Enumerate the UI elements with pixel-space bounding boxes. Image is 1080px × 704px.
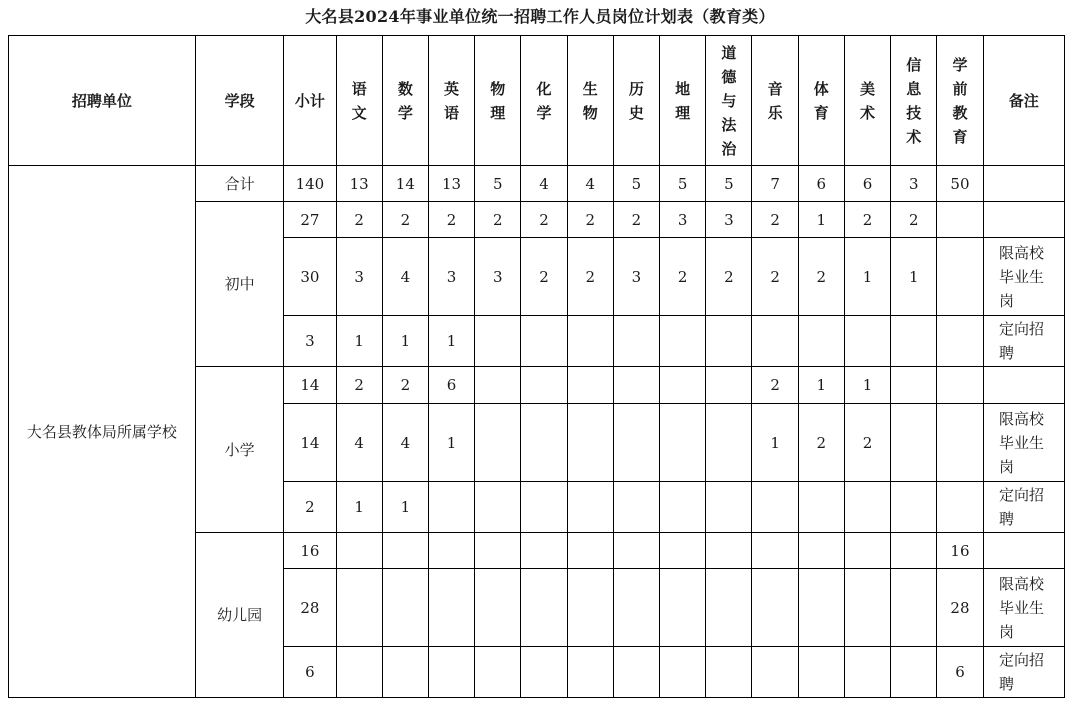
value-cell bbox=[428, 569, 474, 647]
value-cell bbox=[521, 482, 567, 533]
value-cell: 1 bbox=[336, 316, 382, 367]
value-cell: 2 bbox=[660, 238, 706, 316]
value-cell bbox=[567, 367, 613, 404]
value-cell bbox=[428, 533, 474, 569]
header-subject bbox=[844, 36, 890, 166]
value-cell bbox=[382, 647, 428, 698]
remark-cell bbox=[983, 647, 1064, 698]
value-cell: 2 bbox=[336, 367, 382, 404]
value-cell: 1 bbox=[891, 238, 937, 316]
value-cell bbox=[798, 647, 844, 698]
value-cell bbox=[613, 533, 659, 569]
table-row-total bbox=[9, 166, 1065, 202]
header-subject-label: 道德与法治 bbox=[721, 43, 737, 158]
total-value-cell: 5 bbox=[706, 166, 752, 202]
value-cell bbox=[521, 316, 567, 367]
header-subject-label: 生物 bbox=[582, 79, 598, 122]
value-cell bbox=[521, 647, 567, 698]
header-row bbox=[9, 36, 1065, 166]
header-remark: 备注 bbox=[983, 36, 1064, 166]
value-cell bbox=[891, 404, 937, 482]
header-subject-label: 地理 bbox=[675, 79, 691, 122]
header-subject-label: 数学 bbox=[397, 79, 413, 122]
value-cell bbox=[706, 367, 752, 404]
total-value-cell: 7 bbox=[752, 166, 798, 202]
value-cell bbox=[382, 533, 428, 569]
header-subject bbox=[706, 36, 752, 166]
header-subject bbox=[937, 36, 983, 166]
value-cell: 1 bbox=[844, 367, 890, 404]
header-subject bbox=[567, 36, 613, 166]
remark-cell bbox=[983, 367, 1064, 404]
total-value-cell: 5 bbox=[475, 166, 521, 202]
value-cell bbox=[660, 647, 706, 698]
subtotal-cell: 3 bbox=[284, 316, 336, 367]
value-cell bbox=[844, 316, 890, 367]
value-cell bbox=[521, 533, 567, 569]
value-cell bbox=[336, 647, 382, 698]
value-cell bbox=[428, 647, 474, 698]
value-cell bbox=[475, 647, 521, 698]
total-value-cell: 13 bbox=[428, 166, 474, 202]
value-cell: 2 bbox=[844, 404, 890, 482]
remark-text: 限高校毕业生岗 bbox=[999, 409, 1045, 476]
stage-cell: 幼儿园 bbox=[195, 533, 283, 698]
header-subject-label: 美术 bbox=[860, 79, 876, 122]
value-cell bbox=[798, 569, 844, 647]
remark-cell bbox=[983, 482, 1064, 533]
value-cell: 6 bbox=[937, 647, 983, 698]
header-subject-label: 学前教育 bbox=[952, 55, 968, 146]
value-cell bbox=[660, 404, 706, 482]
value-cell: 2 bbox=[336, 202, 382, 238]
header-stage: 学段 bbox=[195, 36, 283, 166]
value-cell: 2 bbox=[475, 202, 521, 238]
remark-text: 限高校毕业生岗 bbox=[999, 243, 1045, 310]
subtotal-cell: 2 bbox=[284, 482, 336, 533]
value-cell bbox=[521, 569, 567, 647]
value-cell: 2 bbox=[613, 202, 659, 238]
page-title: 大名县2024年事业单位统一招聘工作人员岗位计划表（教育类） bbox=[305, 7, 775, 26]
value-cell: 2 bbox=[521, 202, 567, 238]
value-cell bbox=[706, 647, 752, 698]
stage-cell: 小学 bbox=[195, 367, 283, 533]
value-cell bbox=[475, 569, 521, 647]
value-cell bbox=[660, 482, 706, 533]
header-subject bbox=[798, 36, 844, 166]
value-cell: 1 bbox=[382, 482, 428, 533]
value-cell bbox=[706, 569, 752, 647]
header-subject-label: 音乐 bbox=[767, 79, 783, 122]
value-cell bbox=[660, 533, 706, 569]
value-cell bbox=[567, 647, 613, 698]
value-cell bbox=[567, 316, 613, 367]
recruitment-plan-table bbox=[8, 35, 1065, 698]
value-cell bbox=[660, 569, 706, 647]
header-subject bbox=[660, 36, 706, 166]
total-value-cell: 6 bbox=[798, 166, 844, 202]
value-cell bbox=[613, 367, 659, 404]
value-cell bbox=[660, 367, 706, 404]
header-unit: 招聘单位 bbox=[9, 36, 196, 166]
value-cell bbox=[844, 569, 890, 647]
value-cell: 2 bbox=[798, 238, 844, 316]
value-cell bbox=[475, 482, 521, 533]
total-value-cell: 13 bbox=[336, 166, 382, 202]
value-cell: 2 bbox=[567, 238, 613, 316]
total-value-cell: 6 bbox=[844, 166, 890, 202]
value-cell bbox=[613, 316, 659, 367]
value-cell bbox=[844, 647, 890, 698]
table-body bbox=[9, 36, 1065, 698]
subtotal-cell: 30 bbox=[284, 238, 336, 316]
header-subject bbox=[475, 36, 521, 166]
value-cell: 2 bbox=[752, 367, 798, 404]
header-subject-label: 历史 bbox=[628, 79, 644, 122]
value-cell: 6 bbox=[428, 367, 474, 404]
remark-text: 定向招聘 bbox=[999, 320, 1045, 362]
value-cell bbox=[336, 533, 382, 569]
total-subtotal: 140 bbox=[284, 166, 336, 202]
value-cell: 4 bbox=[382, 404, 428, 482]
value-cell: 2 bbox=[798, 404, 844, 482]
value-cell bbox=[752, 569, 798, 647]
header-subject bbox=[428, 36, 474, 166]
value-cell: 1 bbox=[336, 482, 382, 533]
value-cell bbox=[428, 482, 474, 533]
value-cell: 1 bbox=[428, 316, 474, 367]
value-cell: 1 bbox=[798, 202, 844, 238]
value-cell: 4 bbox=[382, 238, 428, 316]
value-cell: 2 bbox=[382, 367, 428, 404]
value-cell: 2 bbox=[706, 238, 752, 316]
subtotal-cell: 28 bbox=[284, 569, 336, 647]
value-cell bbox=[660, 316, 706, 367]
value-cell bbox=[752, 316, 798, 367]
value-cell bbox=[891, 316, 937, 367]
value-cell bbox=[336, 569, 382, 647]
value-cell: 3 bbox=[336, 238, 382, 316]
value-cell bbox=[798, 482, 844, 533]
value-cell bbox=[706, 482, 752, 533]
value-cell bbox=[937, 316, 983, 367]
value-cell: 28 bbox=[937, 569, 983, 647]
header-subject-label: 体育 bbox=[813, 79, 829, 122]
value-cell bbox=[752, 482, 798, 533]
remark-cell bbox=[983, 533, 1064, 569]
remark-text: 限高校毕业生岗 bbox=[999, 574, 1045, 641]
value-cell bbox=[613, 569, 659, 647]
remark-cell bbox=[983, 316, 1064, 367]
value-cell bbox=[937, 367, 983, 404]
value-cell: 3 bbox=[706, 202, 752, 238]
stage-cell: 初中 bbox=[195, 202, 283, 367]
value-cell: 1 bbox=[428, 404, 474, 482]
value-cell bbox=[567, 404, 613, 482]
value-cell bbox=[937, 202, 983, 238]
subtotal-cell: 16 bbox=[284, 533, 336, 569]
value-cell: 2 bbox=[752, 238, 798, 316]
value-cell: 2 bbox=[567, 202, 613, 238]
value-cell: 2 bbox=[752, 202, 798, 238]
total-remark bbox=[983, 166, 1064, 202]
header-subject bbox=[521, 36, 567, 166]
value-cell: 2 bbox=[521, 238, 567, 316]
value-cell: 3 bbox=[613, 238, 659, 316]
value-cell bbox=[613, 404, 659, 482]
value-cell bbox=[891, 533, 937, 569]
total-value-cell: 4 bbox=[521, 166, 567, 202]
total-value-cell: 50 bbox=[937, 166, 983, 202]
total-label: 合计 bbox=[195, 166, 283, 202]
value-cell bbox=[752, 647, 798, 698]
header-subject-label: 语文 bbox=[351, 79, 367, 122]
value-cell bbox=[891, 647, 937, 698]
header-subject-label: 信息技术 bbox=[906, 55, 922, 146]
value-cell bbox=[521, 367, 567, 404]
value-cell: 1 bbox=[844, 238, 890, 316]
value-cell bbox=[475, 367, 521, 404]
value-cell bbox=[891, 482, 937, 533]
total-value-cell: 5 bbox=[613, 166, 659, 202]
total-value-cell: 14 bbox=[382, 166, 428, 202]
remark-text: 定向招聘 bbox=[999, 651, 1045, 693]
value-cell: 2 bbox=[844, 202, 890, 238]
value-cell bbox=[706, 533, 752, 569]
header-subject-label: 英语 bbox=[444, 79, 460, 122]
header-subject bbox=[613, 36, 659, 166]
value-cell bbox=[937, 404, 983, 482]
value-cell bbox=[382, 569, 428, 647]
remark-cell bbox=[983, 404, 1064, 482]
remark-cell bbox=[983, 569, 1064, 647]
value-cell: 2 bbox=[428, 202, 474, 238]
value-cell: 16 bbox=[937, 533, 983, 569]
value-cell bbox=[891, 367, 937, 404]
value-cell bbox=[567, 533, 613, 569]
header-subtotal: 小计 bbox=[284, 36, 336, 166]
header-subject-label: 化学 bbox=[536, 79, 552, 122]
value-cell: 3 bbox=[428, 238, 474, 316]
value-cell bbox=[521, 404, 567, 482]
value-cell: 1 bbox=[798, 367, 844, 404]
value-cell bbox=[706, 404, 752, 482]
header-subject bbox=[336, 36, 382, 166]
subtotal-cell: 6 bbox=[284, 647, 336, 698]
value-cell bbox=[475, 404, 521, 482]
value-cell: 2 bbox=[382, 202, 428, 238]
subtotal-cell: 27 bbox=[284, 202, 336, 238]
value-cell bbox=[613, 647, 659, 698]
value-cell: 3 bbox=[660, 202, 706, 238]
header-subject bbox=[891, 36, 937, 166]
remark-cell bbox=[983, 202, 1064, 238]
value-cell bbox=[891, 569, 937, 647]
value-cell bbox=[706, 316, 752, 367]
subtotal-cell: 14 bbox=[284, 404, 336, 482]
total-value-cell: 4 bbox=[567, 166, 613, 202]
unit-name-cell: 大名县教体局所属学校 bbox=[9, 166, 196, 698]
value-cell bbox=[937, 482, 983, 533]
value-cell bbox=[475, 533, 521, 569]
value-cell bbox=[567, 482, 613, 533]
remark-cell bbox=[983, 238, 1064, 316]
value-cell bbox=[475, 316, 521, 367]
value-cell: 4 bbox=[336, 404, 382, 482]
value-cell bbox=[613, 482, 659, 533]
value-cell bbox=[937, 238, 983, 316]
value-cell bbox=[798, 533, 844, 569]
value-cell: 3 bbox=[475, 238, 521, 316]
header-subject bbox=[382, 36, 428, 166]
value-cell: 2 bbox=[891, 202, 937, 238]
total-value-cell: 3 bbox=[891, 166, 937, 202]
value-cell bbox=[844, 482, 890, 533]
subtotal-cell: 14 bbox=[284, 367, 336, 404]
value-cell bbox=[844, 533, 890, 569]
value-cell bbox=[798, 316, 844, 367]
value-cell bbox=[752, 533, 798, 569]
header-subject-label: 物理 bbox=[490, 79, 506, 122]
header-subject bbox=[752, 36, 798, 166]
value-cell: 1 bbox=[382, 316, 428, 367]
total-value-cell: 5 bbox=[660, 166, 706, 202]
remark-text: 定向招聘 bbox=[999, 486, 1045, 528]
value-cell: 1 bbox=[752, 404, 798, 482]
value-cell bbox=[567, 569, 613, 647]
